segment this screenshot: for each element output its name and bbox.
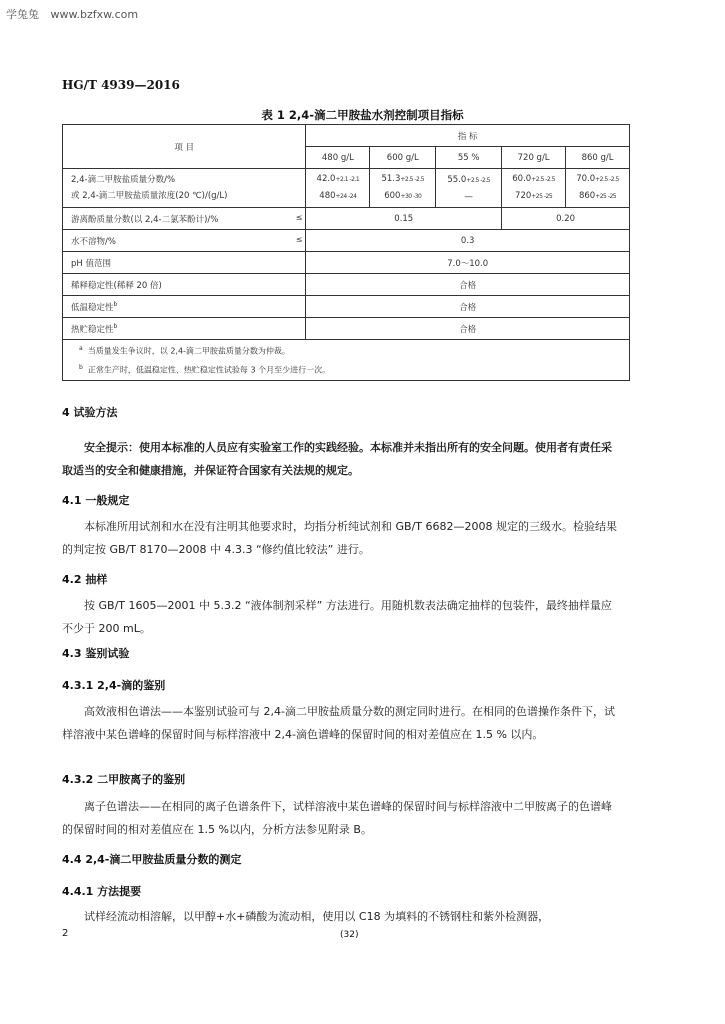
value: 60.0 [512,174,532,184]
table-cell: 合格 [306,318,630,340]
table-cell: 7.0～10.0 [306,252,630,274]
value: 42.0 [316,174,336,184]
footnote-text: 当质量发生争议时，以 2,4-滴二甲胺盐质量分数为仲裁。 [87,347,290,356]
mass-concentration-label: 或 2,4-滴二甲胺盐质量浓度(20 ℃)/(g/L) [71,191,228,201]
table-row [63,125,630,147]
mass-fraction-label: 2,4-滴二甲胺盐质量分数/% [71,175,176,185]
watermark [6,6,146,22]
section-heading: 4.3.1 2,4-滴的鉴别 [62,679,166,692]
paragraph: 离子色谱法——在相同的离子色谱条件下，试样溶液中某色谱峰的保留时间与标样溶液中二甲胺离子的色谱峰的保留时间的相对差值应在 1.5 %以内，分析方法参见附录 B。 [62,800,612,836]
tolerance: +2.5 -2.5 [595,176,619,183]
tolerance: +2.1 -2.1 [335,176,360,183]
value: 860 [578,191,596,201]
table-row [63,340,630,381]
table-row [63,274,630,296]
column-header: 55 % [436,147,502,169]
table-cell: 0.15 [306,208,502,230]
value: 51.3 [381,174,401,184]
spec-table [62,124,630,381]
section-heading: 4.4.1 方法提要 [62,885,142,898]
table-cell: 0.20 [502,208,630,230]
table-row [63,169,630,208]
value: 600 [384,191,401,201]
table-cell [566,169,630,208]
table-row [63,252,630,274]
table-row [63,230,630,252]
footnote-mark: b [113,322,118,330]
table-row [63,296,630,318]
table-cell [436,169,502,208]
footnote-text: 正常生产时，低温稳定性、热贮稳定性试验每 3 个月至少进行一次。 [87,365,331,375]
row-label: pH 值范围 [63,252,306,274]
tolerance: +24 -24 [335,193,357,200]
row-label: 热贮稳定性$^b$ [63,318,306,340]
tolerance: +2.5 -2.5 [531,176,555,183]
footnote-mark: a [79,345,83,353]
paragraph: 按 GB/T 1605—2001 中 5.3.2 “液体制剂采样” 方法进行。用随机数表法确定抽样的包装件，最终抽样量应不少于 200 mL。 [62,599,612,635]
section-heading: 4.2 抽样 [62,573,108,586]
table-cell [502,169,566,208]
column-header: 600 g/L [370,147,436,169]
le-mark: ≤ [295,212,303,222]
table-cell: 合格 [306,296,630,318]
table-cell [370,169,436,208]
watermark-site-url: www.bzfxw.com [50,8,139,21]
value: 720 [515,191,532,201]
footnote-mark: b [113,300,118,308]
footnote-mark: b [79,364,83,371]
column-header: 480 g/L [306,147,370,169]
item-header: 项 目 [63,125,306,169]
table-row [63,318,630,340]
value: 55.0 [447,174,467,185]
table-row [63,208,630,230]
le-mark: ≤ [295,234,303,244]
index-header: 指 标 [306,125,630,147]
row-label: 低温稳定性$^b$ [63,296,306,318]
row-label: 水不溶物/% ≤ [63,230,306,252]
table-caption: 表 1 2,4-滴二甲胺盐水剂控制项目指标 [261,108,464,122]
tolerance: +25 -25 [531,193,553,200]
value: 70.0 [576,174,596,184]
row-label: 游离酚质量分数(以 2,4-二氯苯酚计)/% ≤ [63,208,306,230]
paragraph: 本标准所用试剂和水在没有注明其他要求时，均指分析纯试剂和 GB/T 6682—2008 规定的三级水。检验结果的判定按 GB/T 8170—2008 中 4.3.3 “修约值比较法” 进行。 [62,520,617,556]
tolerance: +2.5 -2.5 [400,176,425,183]
page-number: 2 [62,928,69,939]
safety-note: 安全提示：使用本标准的人员应有实验室工作的实践经验。本标准并未指出所有的安全问题。使用者有责任采取适当的安全和健康措施，并保证符合国家有关法规的规定。 [62,441,612,477]
value: 480 [319,191,336,201]
section-heading: 4 试验方法 [62,406,118,419]
value: — [464,191,473,202]
table-cell [306,169,370,208]
sheet-number: (32) [340,930,359,940]
tolerance: +30 -30 [400,193,422,200]
standard-code: HG/T 4939—2016 [62,78,180,92]
column-header: 720 g/L [502,147,566,169]
column-header: 860 g/L [566,147,630,169]
paragraph: 试样经流动相溶解，以甲醇+水+磷酸为流动相，使用以 C18 为填料的不锈钢柱和紫外检测器， [84,910,550,923]
table-notes [63,340,630,381]
tolerance: +2.5 -2.5 [466,176,490,184]
section-heading: 4.3 鉴别试验 [62,647,130,660]
row-label: 稀释稳定性(稀释 20 倍) [63,274,306,296]
paragraph: 高效液相色谱法——本鉴别试验可与 2,4-滴二甲胺盐质量分数的测定同时进行。在相同的色谱操作条件下，试样溶液中某色谱峰的保留时间与标样溶液中 2,4-滴色谱峰的保留时间的相对差值应在 1.5 % 以内。 [62,705,615,741]
table-cell: 合格 [306,274,630,296]
section-heading: 4.4 2,4-滴二甲胺盐质量分数的测定 [62,853,242,866]
table-cell: 0.3 [306,230,630,252]
section-heading: 4.3.2 二甲胺离子的鉴别 [62,773,186,786]
watermark-site-name: 学兔兔 [6,8,39,21]
tolerance: +25 -25 [595,193,617,200]
section-heading: 4.1 一般规定 [62,494,130,507]
mass-label-cell [63,169,306,208]
